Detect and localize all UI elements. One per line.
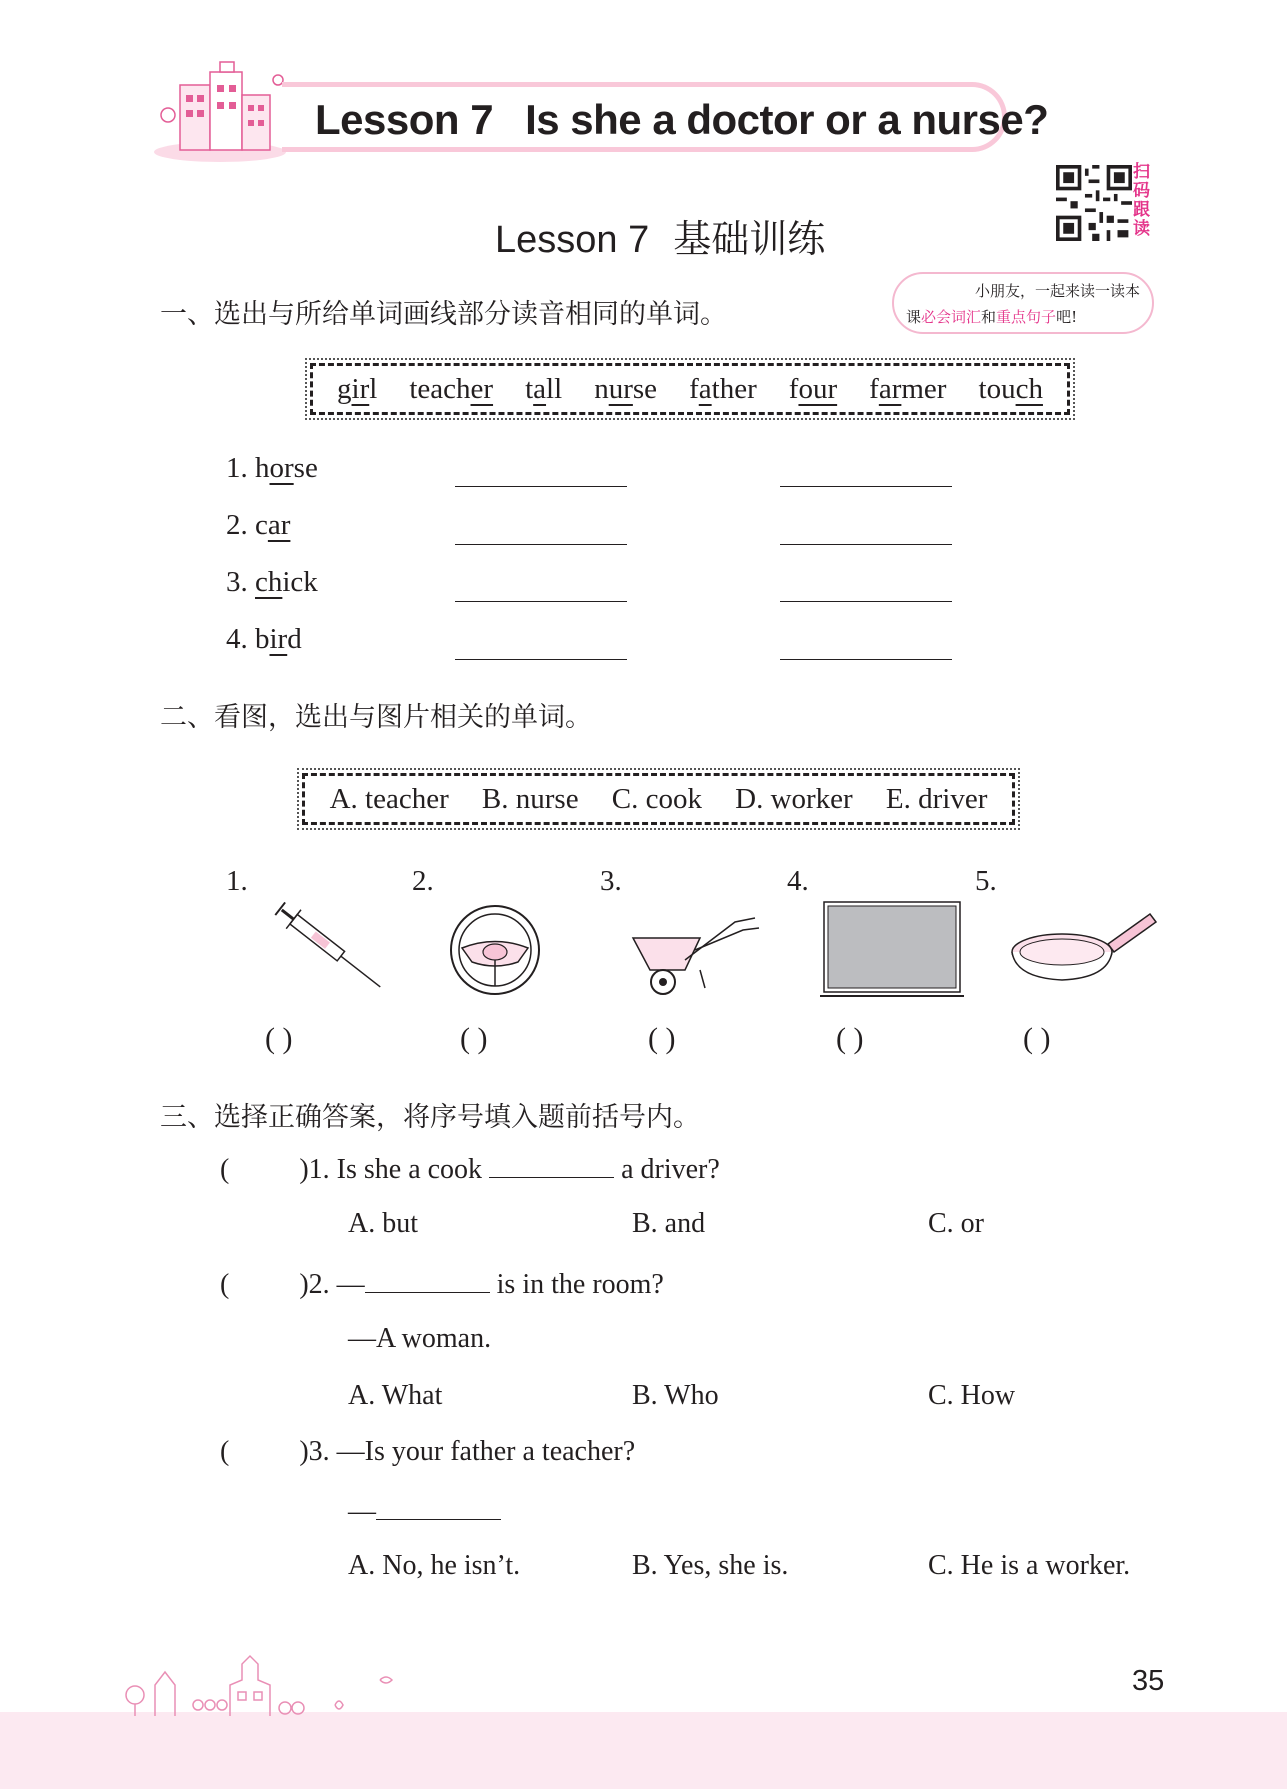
footer-band (0, 1712, 1287, 1789)
s1-item-1: 1. horse (226, 452, 318, 484)
s1-answer-3b[interactable] (780, 601, 952, 602)
pic-num-1: 1. (226, 865, 248, 897)
q2-answer-paren[interactable]: ( ) (220, 1269, 309, 1300)
steering-wheel-icon (440, 900, 590, 1000)
q1-line: ( )1. Is she a cook a driver? (220, 1151, 720, 1186)
section-1-heading: 一、选出与所给单词画线部分读音相同的单词。 (160, 299, 727, 330)
pic-answer-4[interactable]: ( ) (836, 1022, 864, 1055)
q1-blank[interactable] (489, 1151, 614, 1178)
section-3-heading: 三、选择正确答案，将序号填入题前括号内。 (160, 1102, 700, 1133)
s1-item-2: 2. car (226, 509, 291, 541)
pic-answer-2[interactable]: ( ) (460, 1022, 488, 1055)
pic-answer-1[interactable]: ( ) (265, 1022, 293, 1055)
lesson-title: Lesson 7 Is she a doctor or a nurse? (315, 96, 1049, 143)
q3-option-c: C. He is a worker. (928, 1550, 1131, 1581)
q1-answer-paren[interactable]: ( ) (220, 1154, 309, 1185)
pic-answer-3[interactable]: ( ) (648, 1022, 676, 1055)
s1-item-3: 3. chick (226, 566, 318, 598)
frying-pan-icon (1010, 900, 1160, 1000)
s1-answer-1a[interactable] (455, 486, 627, 487)
s1-answer-3a[interactable] (455, 601, 627, 602)
q2-option-c: C. How (928, 1380, 1016, 1411)
word-bank-2 (302, 773, 1015, 825)
word-bank-1 (310, 363, 1070, 415)
q3-reply: — (348, 1493, 501, 1528)
word-tall: tall (525, 372, 563, 405)
q2-line: ( )2. — is in the room? (220, 1266, 664, 1301)
s1-answer-2b[interactable] (780, 544, 952, 545)
s1-answer-1b[interactable] (780, 486, 952, 487)
q3-blank[interactable] (376, 1493, 501, 1520)
s1-item-4: 4. bird (226, 623, 302, 655)
q1-option-a: A. but (348, 1208, 418, 1239)
word-father: father (689, 372, 757, 405)
word-nurse: nurse (594, 372, 658, 405)
footer-town-illustration (120, 1650, 420, 1720)
pic-num-4: 4. (787, 865, 809, 897)
reading-tip-bubble: 小朋友，一起来读一读本 课必会词汇和重点句子吧! (892, 272, 1154, 334)
word-four: four (788, 372, 838, 405)
page-number: 35 (1132, 1665, 1165, 1697)
q2-option-b: B. Who (632, 1380, 719, 1411)
word-touch: touch (978, 372, 1043, 405)
pic-num-2: 2. (412, 865, 434, 897)
q3-option-b: B. Yes, she is. (632, 1550, 789, 1581)
option-a: A. teacher (329, 782, 449, 815)
q3-option-a: A. No, he isn’t. (348, 1550, 521, 1581)
syringe-icon (258, 900, 408, 1000)
s1-answer-4a[interactable] (455, 659, 627, 660)
q3-line: ( )3. —Is your father a teacher? (220, 1436, 636, 1467)
header-building-illustration (150, 60, 290, 165)
wheelbarrow-icon (625, 900, 775, 1000)
page-subtitle: Lesson 7 基础训练 (495, 219, 826, 261)
scan-to-read-label: 扫 码 跟 读 (1133, 162, 1150, 239)
word-teacher: teacher (409, 372, 494, 405)
word-girl: girl (337, 372, 378, 405)
pic-num-3: 3. (600, 865, 622, 897)
option-c: C. cook (611, 782, 702, 815)
s1-answer-4b[interactable] (780, 659, 952, 660)
word-farmer: farmer (869, 372, 947, 405)
q1-option-c: C. or (928, 1208, 984, 1239)
q2-reply: —A woman. (348, 1323, 492, 1354)
s1-answer-2a[interactable] (455, 544, 627, 545)
pic-num-5: 5. (975, 865, 997, 897)
qr-code-icon[interactable] (1056, 165, 1132, 241)
option-b: B. nurse (481, 782, 579, 815)
option-e: E. driver (885, 782, 988, 815)
q2-blank[interactable] (365, 1266, 490, 1293)
q2-option-a: A. What (348, 1380, 443, 1411)
q3-answer-paren[interactable]: ( ) (220, 1436, 309, 1467)
pic-answer-5[interactable]: ( ) (1023, 1022, 1051, 1055)
blackboard-icon (818, 900, 968, 1000)
option-d: D. worker (735, 782, 853, 815)
section-2-heading: 二、看图，选出与图片相关的单词。 (160, 702, 592, 733)
q1-option-b: B. and (632, 1208, 706, 1239)
